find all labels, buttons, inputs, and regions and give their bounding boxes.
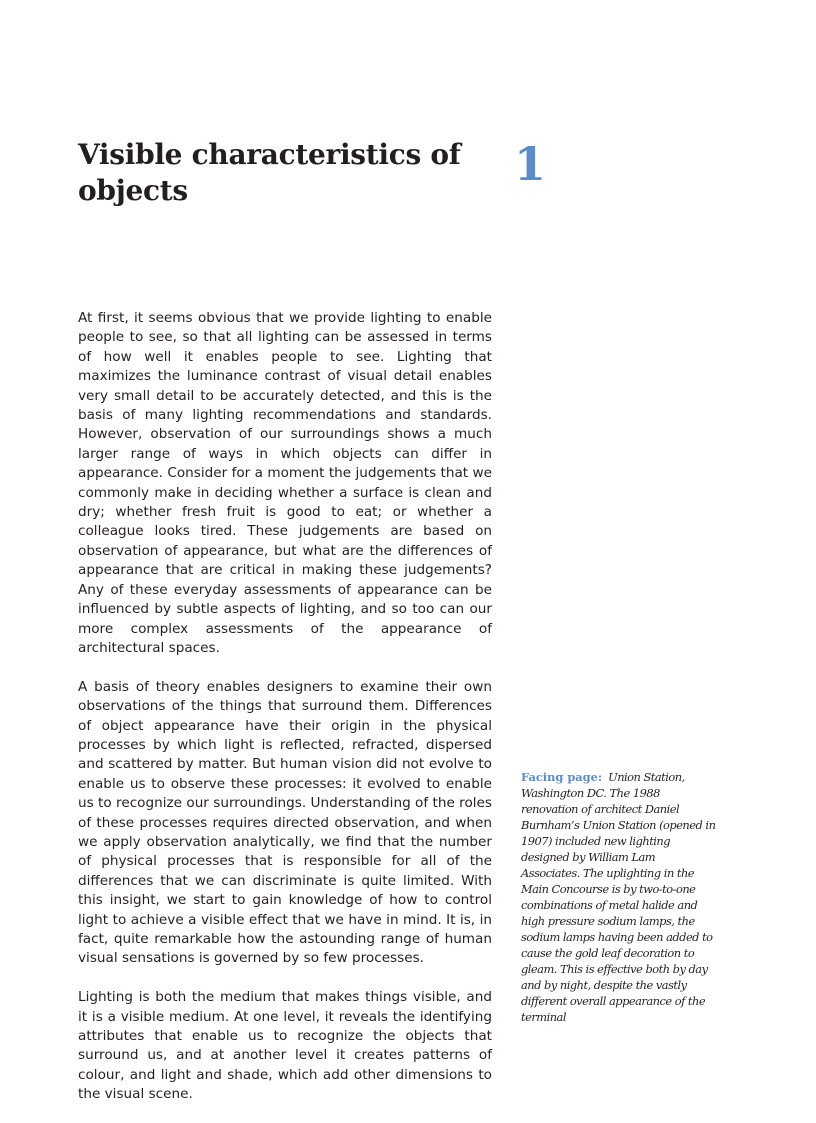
body-paragraph: At first, it seems obvious that we provide lighting to enable people to see, so that all lighting can be assessed in terms of how well it enables people to see. Lighting that maximizes the luminance contrast of visual detail enables very small detail to be accurately detected, and this is the basis of many lighting recommendations and standards. However, observation of our surroundings shows a much larger range of ways in which objects can differ in appearance. Consider for a moment the judgements that we commonly make in deciding whether a surface is clean and dry; whether fresh fruit is good to eat; or whether a colleague looks tired. These judgements are based on observation of appearance, but what are the differences of appearance that are critical in making these judgements? Any of these everyday assessments of appearance can be influenced by subtle aspects of lighting, and so too can our more complex assessments of the appearance of architectural spaces. (78, 310, 492, 656)
chapter-number: 1 (514, 137, 547, 191)
caption-label: Facing page: (521, 770, 603, 784)
figure-caption (521, 769, 716, 1025)
body-paragraph: A basis of theory enables designers to examine their own observations of the things that surround them. Differences of object appearance have their origin in the physical processes by which light is reflected, refracted, dispersed and scattered by matter. But human vision did not evolve to enable us to observe these processes: it evolved to enable us to recognize our surroundings. Understanding of the roles of these processes requires directed observation, and when we apply observation analytically, we find that the number of physical processes that is responsible for all of the differences that we can discriminate is quite limited. With this insight, we start to gain knowledge of how to control light to achieve a visible effect that we have in mind. It is, in fact, quite remarkable how the astounding range of human visual sensations is governed by so few processes. (78, 678, 492, 967)
body-text (78, 309, 492, 1105)
body-paragraph: Lighting is both the medium that makes things visible, and it is a visible medium. At one level, it reveals the identifying attributes that enable us to recognize the objects that surround us, and at another level it creates patterns of colour, and light and shade, which add other dimensions to the visual scene. (78, 989, 492, 1103)
chapter-title: Visible characteristics of objects (78, 138, 461, 207)
caption-text: Union Station, Washington DC. The 1988 renovation of architect Daniel Burnham’s Union Station (opened in 1907) included new lighting designed by William Lam Associates. The uplighting in the Main Concourse is by two-to-one combinations of metal halide and high pressure sodium lamps, the sodium lamps having been added to cause the gold leaf decoration to gleam. This is effective both by day and by night, despite the vastly different overall appearance of the terminal (521, 770, 716, 1024)
